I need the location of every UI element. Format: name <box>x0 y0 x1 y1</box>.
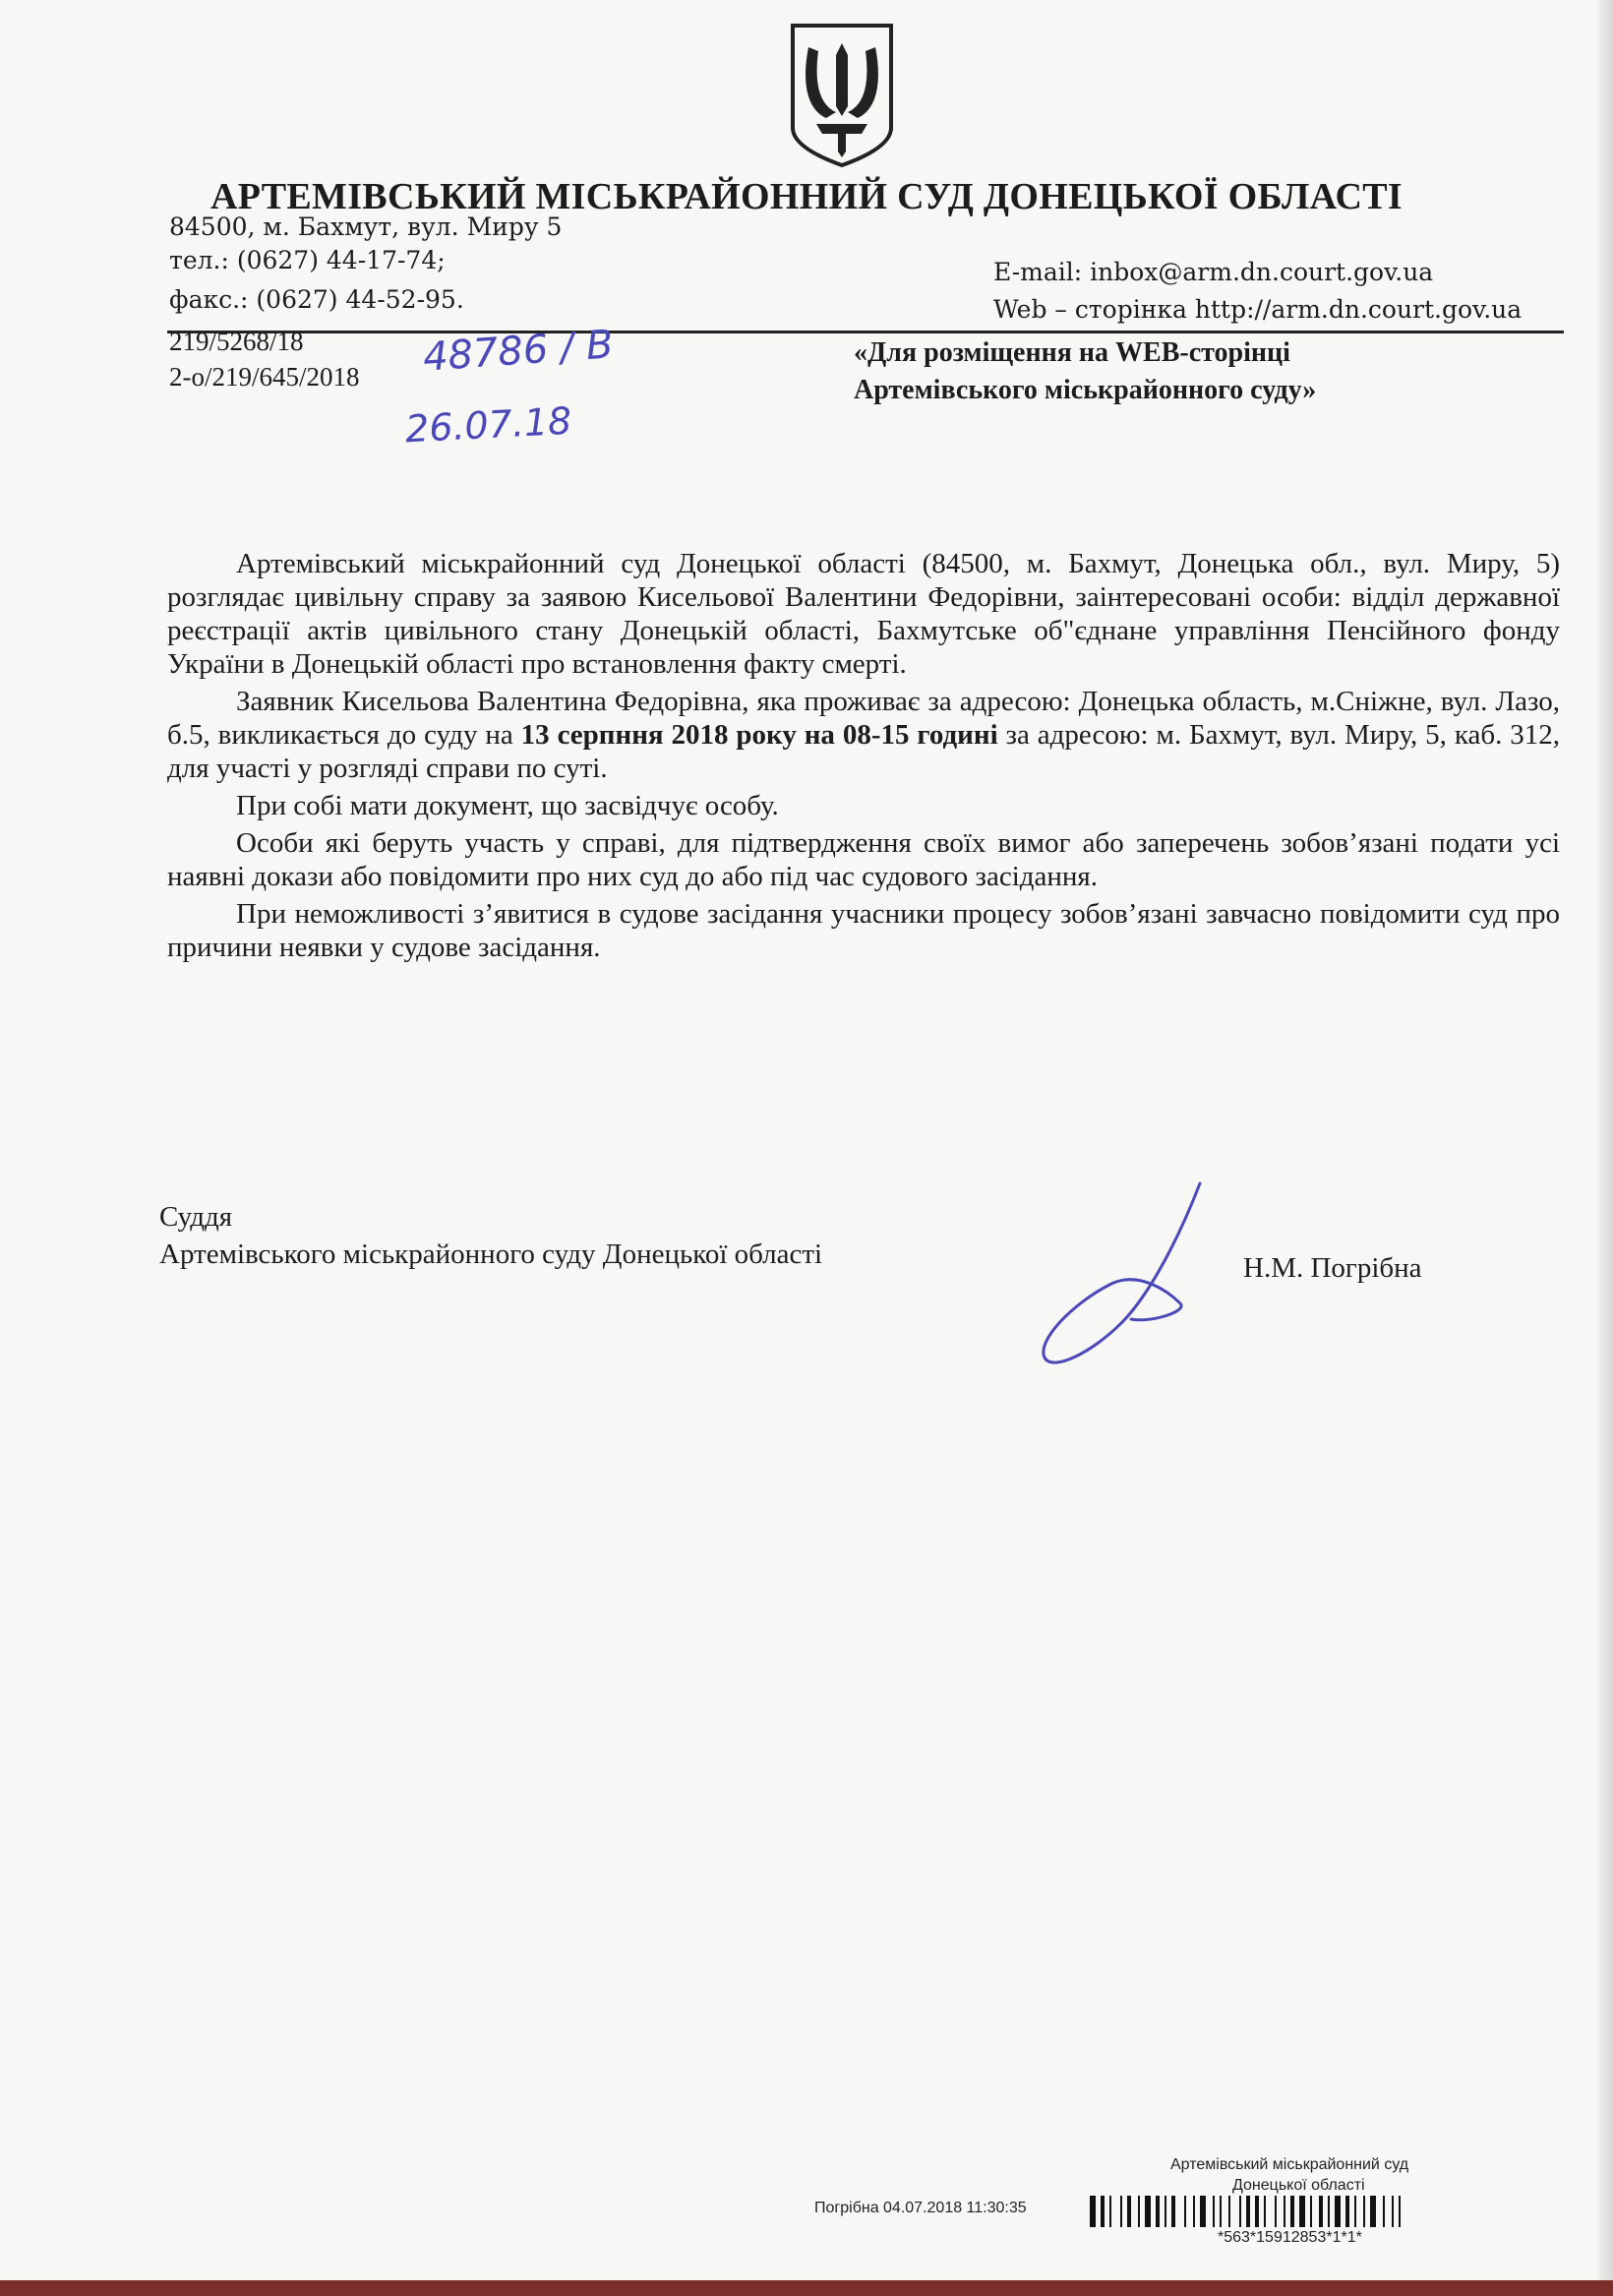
document-barcode <box>1090 2196 1552 2227</box>
court-phone: тел.: (0627) 44-17-74; <box>169 246 446 274</box>
body-paragraph-3: При собі мати документ, що засвідчує особу. <box>236 790 779 821</box>
body-paragraph-5: При неможливості з’явитися в судове засідання учасники процесу зобов’язані завчасно повідомити суд про причини неявки у судове засідання. <box>167 898 1560 963</box>
judge-title-line-2: Артемівського міськрайонного суду Донецької області <box>159 1239 823 1270</box>
court-web: Web – сторінка http://arm.dn.court.gov.ua <box>993 295 1523 324</box>
summons-text-start: Заявник Кисельова Валентина Федорівна, яка проживає за адресою: Донецька область, м.Сніжне, вул. Лазо, б.5, викликається до суду на <box>167 686 1560 751</box>
document-body <box>167 547 1560 968</box>
judge-name: Н.М. Погрібна <box>1243 1252 1422 1284</box>
header-divider <box>167 331 1564 333</box>
scan-edge-right <box>1597 0 1613 2296</box>
barcode-text: *563*15912853*1*1* <box>1218 2229 1362 2246</box>
stamp-court-line-1: Артемівський міськрайонний суд <box>1170 2156 1409 2173</box>
summons-text-end: за адресою: м. Бахмут, вул. Миру, 5, каб. 312, для участі у розгляді справи по суті. <box>167 719 1560 784</box>
court-address: 84500, м. Бахмут, вул. Миру 5 <box>169 212 563 241</box>
body-paragraph-1: Артемівський міськрайонний суд Донецької області (84500, м. Бахмут, Донецька обл., вул. Миру, 5) розглядає цивільну справу за заявою Кисельової Валентини Федорівни, заінтересовані особи: відділ державної реєстрації актів цивільного стану Донецькій області, Бахмутське об"єднане управління Пенсійного фонду України в Донецькій області про встановлення факту смерті. <box>167 548 1560 680</box>
handwritten-signature <box>1033 1176 1220 1372</box>
body-paragraph-2 <box>167 685 1560 785</box>
hearing-date: 13 серпння 2018 року на 08-15 годині <box>520 719 998 751</box>
case-number-2: 2-о/219/645/2018 <box>169 362 360 392</box>
body-paragraph-4: Особи які беруть участь у справі, для підтвердження своїх вимог або заперечень зобов’язані подати усі наявні докази або повідомити про них суд до або під час судового засідання. <box>167 827 1560 892</box>
web-note <box>854 334 1316 409</box>
stamp-court-line-2: Донецької області <box>1232 2177 1365 2194</box>
handwritten-date: 26.07.18 <box>403 398 573 452</box>
web-note-line-1: «Для розміщення на WEB-сторінці <box>854 337 1290 368</box>
handwritten-registration-number: 48786 / В <box>421 322 615 381</box>
web-note-line-2: Артемівського міськрайонного суду» <box>854 375 1317 405</box>
judge-title <box>159 1198 822 1273</box>
judge-title-line-1: Суддя <box>159 1201 233 1233</box>
case-number-1: 219/5268/18 <box>169 327 304 356</box>
coat-of-arms-icon <box>787 22 897 169</box>
court-email: E-mail: inbox@arm.dn.court.gov.ua <box>993 258 1434 286</box>
stamp-signed-timestamp: Погрібна 04.07.2018 11:30:35 <box>814 2200 1027 2216</box>
scan-edge-bottom <box>0 2280 1613 2296</box>
court-fax: факс.: (0627) 44-52-95. <box>169 285 464 314</box>
court-name-heading: АРТЕМІВСЬКИЙ МІСЬКРАЙОННИЙ СУД ДОНЕЦЬКОЇ ОБЛАСТІ <box>210 176 1403 217</box>
